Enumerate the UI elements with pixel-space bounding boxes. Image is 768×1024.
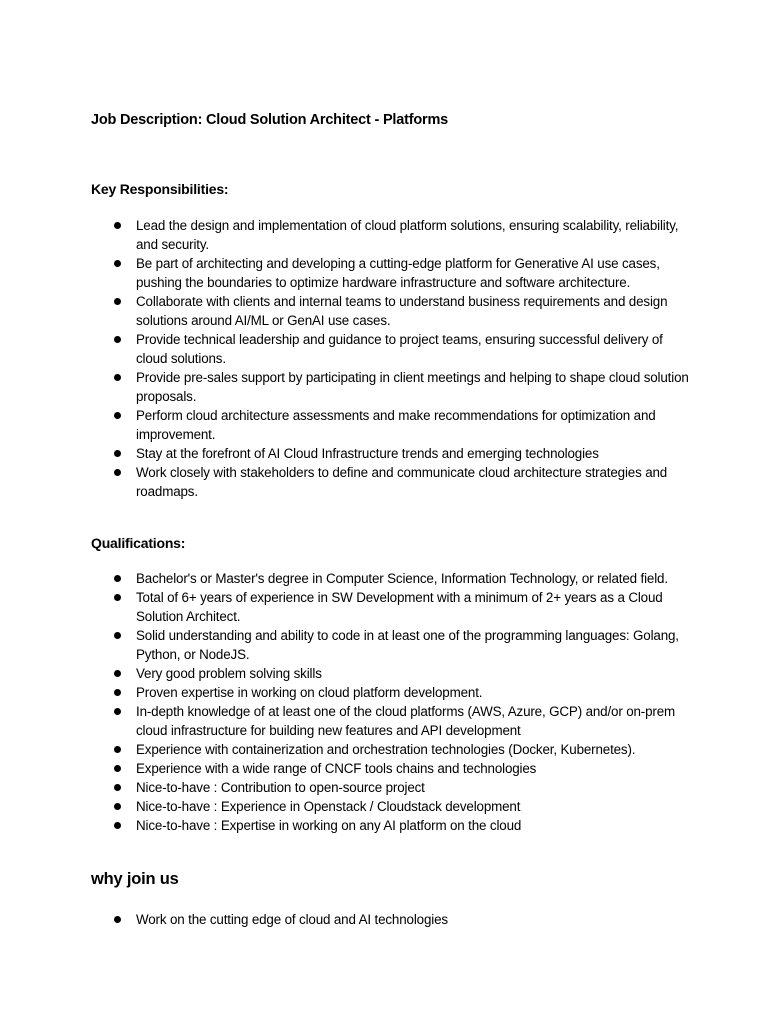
bullet-icon — [114, 670, 121, 677]
list-item — [114, 626, 694, 664]
list-item — [114, 797, 694, 816]
list-item — [114, 588, 694, 626]
bullet-icon — [114, 708, 121, 715]
list-item — [114, 444, 694, 463]
list-item-text: Experience with a wide range of CNCF tools chains and technologies — [136, 761, 537, 776]
bullet-icon — [114, 450, 121, 457]
bullet-icon — [114, 412, 121, 419]
list-item — [114, 702, 694, 740]
qualifications-heading: Qualifications: — [91, 535, 186, 551]
bullet-icon — [114, 746, 121, 753]
list-item — [114, 216, 694, 254]
bullet-icon — [114, 222, 121, 229]
list-item-text: Stay at the forefront of AI Cloud Infrastructure trends and emerging technologies — [136, 446, 599, 461]
list-item — [114, 816, 694, 835]
list-item-text: Nice-to-have : Experience in Openstack / Cloudstack development — [136, 799, 521, 814]
bullet-icon — [114, 632, 121, 639]
list-item-text: Bachelor's or Master's degree in Computer Science, Information Technology, or related field. — [136, 571, 668, 586]
list-item — [114, 254, 694, 292]
list-item-text: Solid understanding and ability to code in at least one of the programming languages: Golang, Python, or NodeJS. — [136, 628, 679, 662]
list-item — [114, 463, 694, 501]
list-item-text: Experience with containerization and orchestration technologies (Docker, Kubernetes). — [136, 742, 636, 757]
list-item — [114, 330, 694, 368]
list-item-text: Proven expertise in working on cloud platform development. — [136, 685, 483, 700]
list-item-text: Nice-to-have : Expertise in working on any AI platform on the cloud — [136, 818, 522, 833]
list-item-text: Work closely with stakeholders to define and communicate cloud architecture strategies and roadmaps. — [136, 465, 668, 499]
list-item-text: Provide technical leadership and guidance to project teams, ensuring successful delivery of cloud solutions. — [136, 332, 663, 366]
list-item-text: Lead the design and implementation of cloud platform solutions, ensuring scalability, reliability, and security. — [136, 218, 679, 252]
bullet-icon — [114, 916, 121, 923]
why-join-list — [114, 910, 694, 929]
bullet-icon — [114, 803, 121, 810]
list-item-text: Work on the cutting edge of cloud and AI technologies — [136, 912, 448, 927]
bullet-icon — [114, 374, 121, 381]
why-join-heading: why join us — [91, 870, 179, 888]
list-item — [114, 778, 694, 797]
document-title: Job Description: Cloud Solution Architect - Platforms — [91, 112, 449, 128]
responsibilities-list — [114, 216, 694, 501]
list-item-text: Very good problem solving skills — [136, 666, 322, 681]
list-item-text: Collaborate with clients and internal teams to understand business requirements and design solutions around AI/ML or GenAI use cases. — [136, 294, 668, 328]
bullet-icon — [114, 298, 121, 305]
bullet-icon — [114, 594, 121, 601]
list-item — [114, 664, 694, 683]
list-item-text: Nice-to-have : Contribution to open-source project — [136, 780, 425, 795]
bullet-icon — [114, 822, 121, 829]
bullet-icon — [114, 689, 121, 696]
bullet-icon — [114, 575, 121, 582]
list-item — [114, 683, 694, 702]
bullet-icon — [114, 469, 121, 476]
bullet-icon — [114, 765, 121, 772]
list-item-text: Provide pre-sales support by participating in client meetings and helping to shape cloud solution proposals. — [136, 370, 689, 404]
bullet-icon — [114, 336, 121, 343]
list-item-text: Perform cloud architecture assessments and make recommendations for optimization and improvement. — [136, 408, 656, 442]
list-item — [114, 406, 694, 444]
list-item-text: Be part of architecting and developing a cutting-edge platform for Generative AI use cases, pushing the boundaries to optimize hardware infrastructure and software architecture. — [136, 256, 660, 290]
bullet-icon — [114, 784, 121, 791]
list-item-text: In-depth knowledge of at least one of the cloud platforms (AWS, Azure, GCP) and/or on-prem cloud infrastructure for building new features and API development — [136, 704, 676, 738]
list-item — [114, 569, 694, 588]
list-item-text: Total of 6+ years of experience in SW Development with a minimum of 2+ years as a Cloud Solution Architect. — [136, 590, 663, 624]
responsibilities-heading: Key Responsibilities: — [91, 181, 229, 197]
qualifications-list — [114, 569, 694, 835]
bullet-icon — [114, 260, 121, 267]
list-item — [114, 759, 694, 778]
list-item — [114, 368, 694, 406]
list-item — [114, 910, 694, 929]
list-item — [114, 292, 694, 330]
list-item — [114, 740, 694, 759]
